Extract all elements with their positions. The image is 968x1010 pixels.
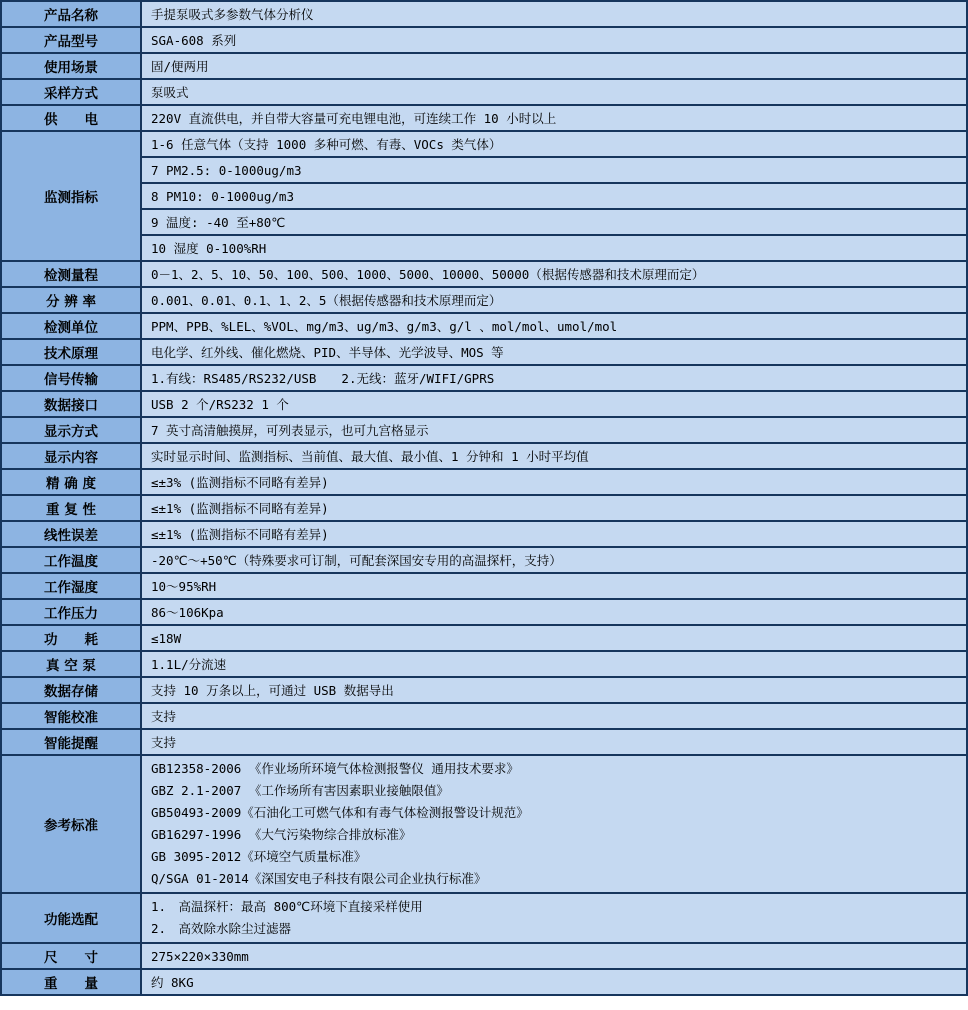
spec-value-line: GB50493-2009《石油化工可燃气体和有毒气体检测报警设计规范》 [151, 805, 529, 820]
spec-value: -20℃～+50℃（特殊要求可订制，可配套深国安专用的高温探杆，支持） [141, 547, 967, 573]
spec-value: 1-6 任意气体（支持 1000 多种可燃、有毒、VOCs 类气体） [141, 131, 967, 157]
spec-label: 检测量程 [1, 261, 141, 287]
spec-value: 手提泵吸式多参数气体分析仪 [141, 1, 967, 27]
spec-value [141, 755, 967, 893]
spec-value: 支持 10 万条以上，可通过 USB 数据导出 [141, 677, 967, 703]
spec-label: 分 辨 率 [1, 287, 141, 313]
spec-value-line: 2. 高效除水除尘过滤器 [151, 921, 292, 936]
spec-value: 1.有线：RS485/RS232/USB 2.无线：蓝牙/WIFI/GPRS [141, 365, 967, 391]
spec-label: 显示内容 [1, 443, 141, 469]
spec-label: 精 确 度 [1, 469, 141, 495]
spec-row [1, 261, 967, 287]
spec-label: 功 耗 [1, 625, 141, 651]
spec-table-body [1, 1, 967, 995]
spec-row [1, 495, 967, 521]
spec-label: 智能提醒 [1, 729, 141, 755]
spec-value: ≤±1% (监测指标不同略有差异) [141, 495, 967, 521]
spec-row [1, 1, 967, 27]
spec-row [1, 27, 967, 53]
spec-value: 0.001、0.01、0.1、1、2、5（根据传感器和技术原理而定） [141, 287, 967, 313]
spec-value-line: GBZ 2.1-2007 《工作场所有害因素职业接触限值》 [151, 783, 449, 798]
spec-row [1, 105, 967, 131]
spec-value [141, 893, 967, 943]
spec-row [1, 209, 967, 235]
spec-value: 7 英寸高清触摸屏，可列表显示，也可九宫格显示 [141, 417, 967, 443]
spec-row [1, 157, 967, 183]
spec-label: 线性误差 [1, 521, 141, 547]
spec-row [1, 313, 967, 339]
spec-row [1, 287, 967, 313]
spec-row [1, 599, 967, 625]
spec-label: 数据接口 [1, 391, 141, 417]
spec-value: 泵吸式 [141, 79, 967, 105]
spec-row [1, 625, 967, 651]
spec-label: 智能校准 [1, 703, 141, 729]
spec-row [1, 131, 967, 157]
spec-value-line: Q/SGA 01-2014《深国安电子科技有限公司企业执行标准》 [151, 871, 487, 886]
spec-value: SGA-608 系列 [141, 27, 967, 53]
spec-value: PPM、PPB、%LEL、%VOL、mg/m3、ug/m3、g/m3、g/l 、mol/mol、umol/mol [141, 313, 967, 339]
spec-label: 供 电 [1, 105, 141, 131]
spec-label: 显示方式 [1, 417, 141, 443]
spec-value: 8 PM10: 0-1000ug/m3 [141, 183, 967, 209]
spec-value: 1.1L/分流速 [141, 651, 967, 677]
spec-row [1, 183, 967, 209]
spec-label: 重 量 [1, 969, 141, 995]
spec-row [1, 79, 967, 105]
spec-row [1, 893, 967, 943]
spec-row [1, 943, 967, 969]
spec-label: 工作压力 [1, 599, 141, 625]
spec-row [1, 469, 967, 495]
spec-label: 采样方式 [1, 79, 141, 105]
spec-value: 固/便两用 [141, 53, 967, 79]
spec-label: 信号传输 [1, 365, 141, 391]
spec-label: 检测单位 [1, 313, 141, 339]
spec-row [1, 417, 967, 443]
spec-row [1, 391, 967, 417]
spec-value: 275×220×330mm [141, 943, 967, 969]
spec-row [1, 235, 967, 261]
spec-label: 尺 寸 [1, 943, 141, 969]
spec-value: 10～95%RH [141, 573, 967, 599]
spec-value: 支持 [141, 703, 967, 729]
spec-row [1, 969, 967, 995]
spec-label: 参考标准 [1, 755, 141, 893]
spec-label: 真 空 泵 [1, 651, 141, 677]
spec-value: USB 2 个/RS232 1 个 [141, 391, 967, 417]
spec-value: 220V 直流供电，并自带大容量可充电锂电池，可连续工作 10 小时以上 [141, 105, 967, 131]
spec-value-line: 1. 高温探杆：最高 800℃环境下直接采样使用 [151, 899, 423, 914]
spec-label: 产品型号 [1, 27, 141, 53]
spec-value: 实时显示时间、监测指标、当前值、最大值、最小值、1 分钟和 1 小时平均值 [141, 443, 967, 469]
spec-row [1, 547, 967, 573]
spec-row [1, 365, 967, 391]
spec-value: 支持 [141, 729, 967, 755]
spec-label: 使用场景 [1, 53, 141, 79]
spec-value: ≤±1% (监测指标不同略有差异) [141, 521, 967, 547]
spec-label: 数据存储 [1, 677, 141, 703]
spec-row [1, 443, 967, 469]
spec-label: 功能选配 [1, 893, 141, 943]
spec-value-line: GB12358-2006 《作业场所环境气体检测报警仪 通用技术要求》 [151, 761, 519, 776]
spec-value: ≤±3% (监测指标不同略有差异) [141, 469, 967, 495]
spec-row [1, 729, 967, 755]
spec-row [1, 53, 967, 79]
spec-value: 9 温度: -40 至+80℃ [141, 209, 967, 235]
spec-row [1, 521, 967, 547]
spec-row [1, 573, 967, 599]
spec-row [1, 677, 967, 703]
spec-value: 10 湿度 0-100%RH [141, 235, 967, 261]
spec-value-line: GB 3095-2012《环境空气质量标准》 [151, 849, 367, 864]
spec-row [1, 651, 967, 677]
spec-value: 约 8KG [141, 969, 967, 995]
spec-label: 工作湿度 [1, 573, 141, 599]
spec-value: ≤18W [141, 625, 967, 651]
spec-value-line: GB16297-1996 《大气污染物综合排放标准》 [151, 827, 412, 842]
spec-value: 电化学、红外线、催化燃烧、PID、半导体、光学波导、MOS 等 [141, 339, 967, 365]
spec-label: 技术原理 [1, 339, 141, 365]
spec-label: 产品名称 [1, 1, 141, 27]
spec-row [1, 339, 967, 365]
spec-label: 工作温度 [1, 547, 141, 573]
spec-value: 0－1、2、5、10、50、100、500、1000、5000、10000、50000（根据传感器和技术原理而定） [141, 261, 967, 287]
spec-label: 监测指标 [1, 131, 141, 261]
spec-label: 重 复 性 [1, 495, 141, 521]
spec-row [1, 755, 967, 893]
spec-value: 86～106Kpa [141, 599, 967, 625]
spec-row [1, 703, 967, 729]
spec-value: 7 PM2.5: 0-1000ug/m3 [141, 157, 967, 183]
